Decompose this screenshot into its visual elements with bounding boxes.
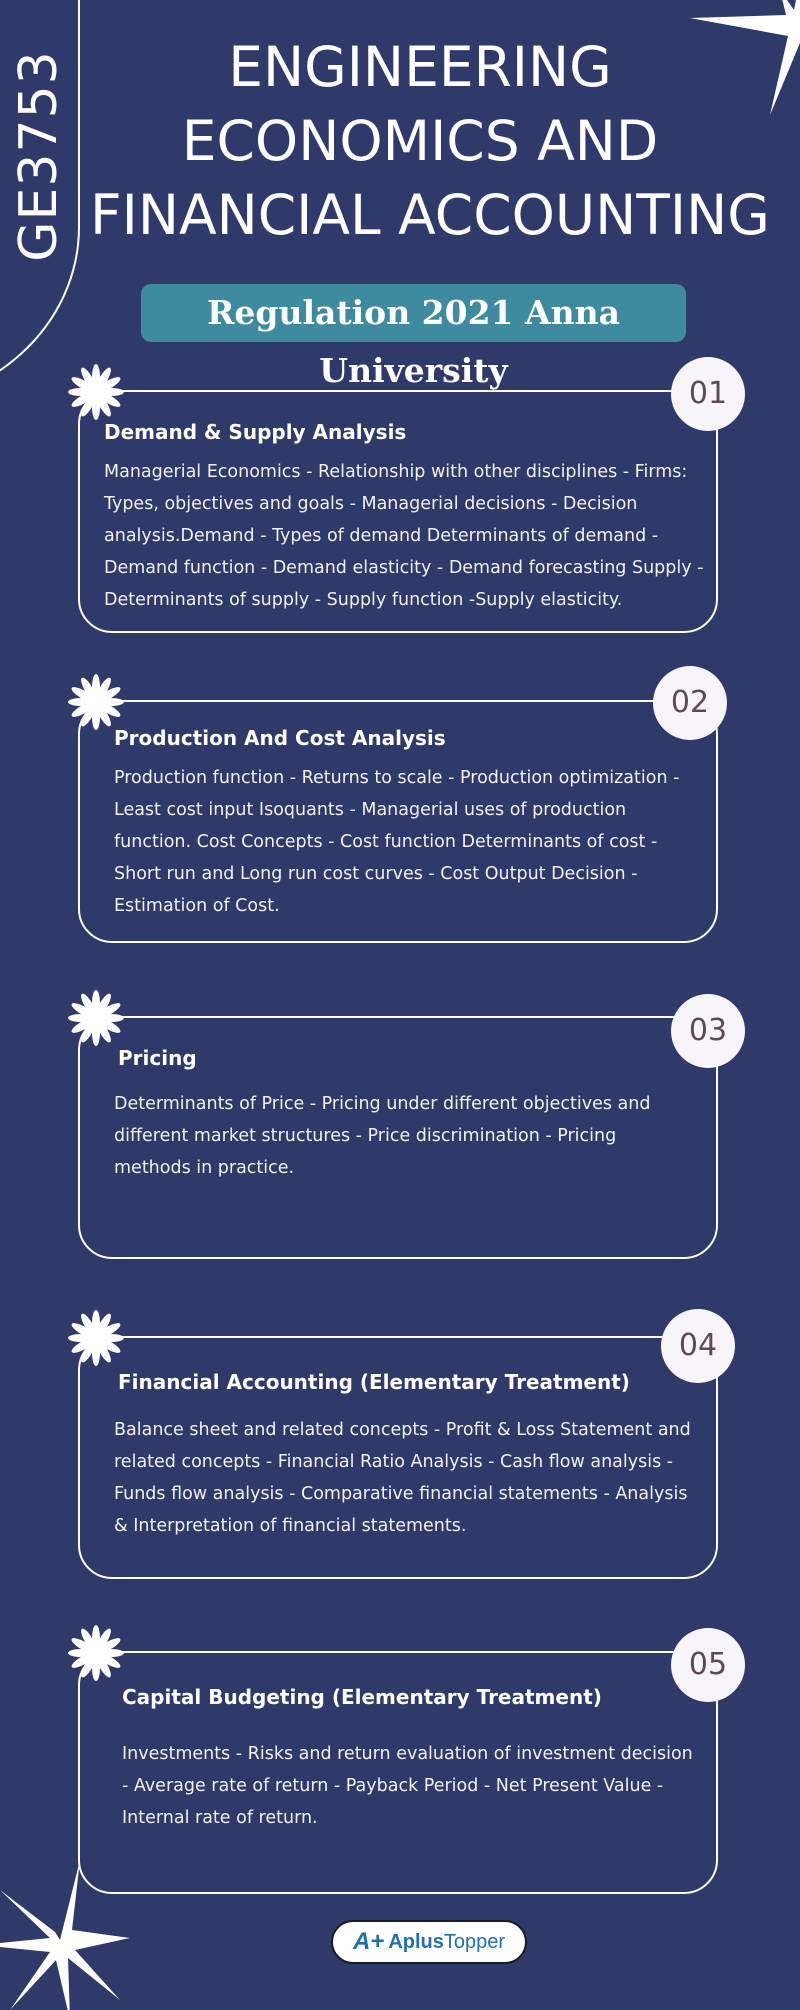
unit-heading-01: Demand & Supply Analysis bbox=[104, 420, 407, 444]
unit-heading-03: Pricing bbox=[118, 1046, 197, 1070]
regulation-badge: Regulation 2021 Anna University bbox=[141, 284, 686, 342]
unit-body-05: Investments - Risks and return evaluation of investment decision - Average rate of return - Payback Period - Net Present Value - Internal rate of return. bbox=[122, 1744, 693, 1828]
unit-heading-05: Capital Budgeting (Elementary Treatment) bbox=[122, 1685, 602, 1709]
unit-body-01: Managerial Economics - Relationship with other disciplines - Firms: Types, objectives and goals - Managerial decisions - Decision analysis.Demand - Types of demand Determinants of demand - Demand function - Demand elasticity - Demand forecasting Supply - Determinants of supply - Supply function -Supply elasticity. bbox=[104, 462, 704, 610]
unit-number-01: 01 bbox=[671, 357, 745, 431]
flower-icon bbox=[66, 1623, 126, 1683]
aplustopper-logo[interactable] bbox=[331, 1920, 527, 1964]
unit-body-03: Determinants of Price - Pricing under different objectives and different market structures - Price discrimination - Pricing methods in practice. bbox=[114, 1094, 651, 1178]
title-line-1: ENGINEERING bbox=[228, 35, 612, 99]
unit-body-02: Production function - Returns to scale - Production optimization - Least cost input Isoquants - Managerial uses of production function. Cost Concepts - Cost function Determinants of cost - Short run and Long run cost curves - Cost Output Decision - Estimation of Cost. bbox=[114, 768, 680, 916]
unit-rule-05 bbox=[88, 1651, 688, 1653]
aplus-mark-icon: A+ bbox=[352, 1928, 385, 1955]
logo-text-aplus: Aplus bbox=[388, 1930, 444, 1953]
logo-text-topper: Topper bbox=[443, 1930, 506, 1953]
unit-number-04: 04 bbox=[661, 1309, 735, 1383]
course-code: GE3753 bbox=[9, 50, 69, 262]
title-line-3: FINANCIAL ACCOUNTING bbox=[90, 183, 770, 247]
flower-icon bbox=[66, 988, 126, 1048]
unit-heading-04: Financial Accounting (Elementary Treatment) bbox=[118, 1370, 630, 1394]
unit-body-04: Balance sheet and related concepts - Profit & Loss Statement and related concepts - Financial Ratio Analysis - Cash flow analysis - Funds flow analysis - Comparative financial statements - Analysis & Interpretation of financial statements. bbox=[114, 1420, 691, 1536]
unit-rule-01 bbox=[88, 390, 688, 392]
flower-icon bbox=[66, 362, 126, 422]
flower-icon bbox=[66, 672, 126, 732]
page-title bbox=[90, 30, 770, 252]
unit-rule-03 bbox=[88, 1016, 688, 1018]
unit-rule-04 bbox=[88, 1336, 668, 1338]
title-line-2: ECONOMICS AND bbox=[181, 109, 659, 173]
unit-heading-02: Production And Cost Analysis bbox=[114, 726, 446, 750]
unit-number-03: 03 bbox=[671, 994, 745, 1068]
unit-rule-02 bbox=[88, 700, 668, 702]
unit-number-02: 02 bbox=[653, 666, 727, 740]
flower-icon bbox=[66, 1308, 126, 1368]
unit-number-05: 05 bbox=[671, 1628, 745, 1702]
